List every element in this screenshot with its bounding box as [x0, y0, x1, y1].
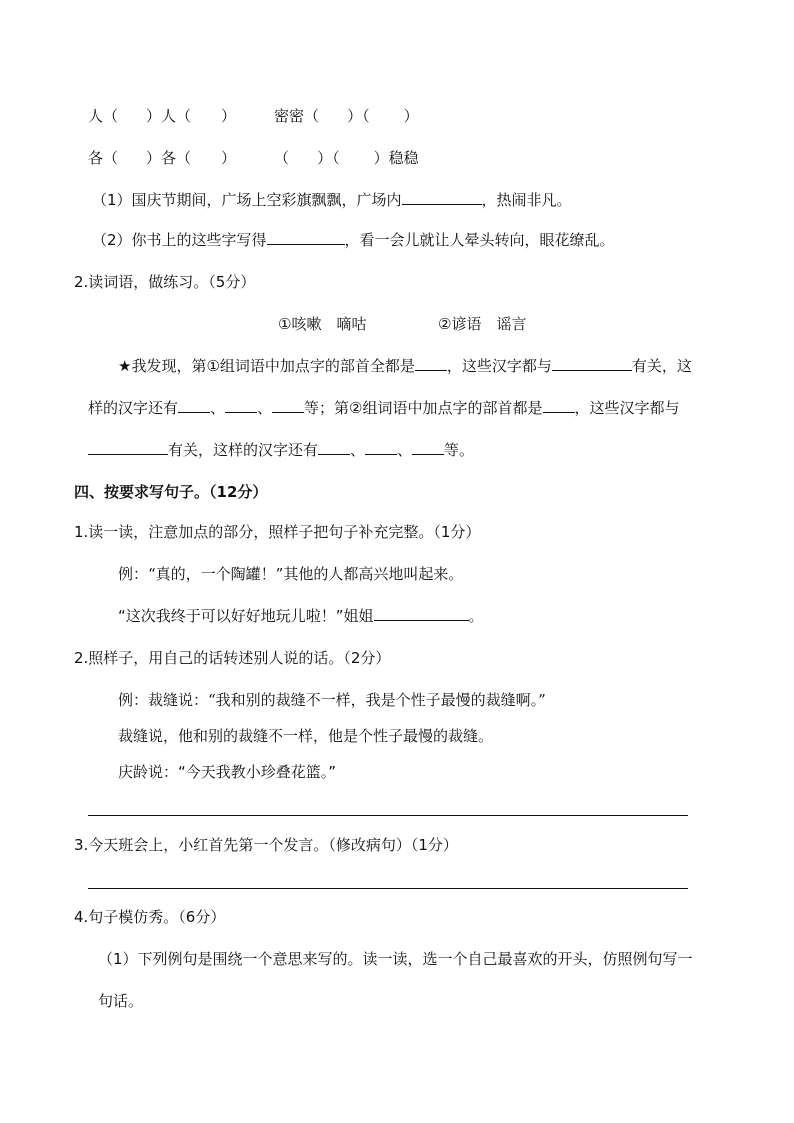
section-4-title: 四、按要求写句子。（12分） [74, 483, 268, 501]
sentence-1 [92, 190, 572, 210]
bracket-item: ） [221, 149, 237, 167]
separator: 、 [397, 441, 413, 459]
s4-q4-sub-1: （1）下列例句是围绕一个意思来写的。读一读，选一个自己最喜欢的开头，仿照例句写一 [98, 950, 693, 968]
separator: 、 [350, 441, 366, 459]
answer-blank[interactable] [415, 356, 447, 371]
word-group-2: ②谚语 谣言 [438, 315, 527, 333]
bracket-item: ） [221, 107, 237, 125]
sentence-2-start: （2）你书上的这些字写得 [92, 231, 267, 249]
bracket-item: 各（ [88, 149, 119, 167]
answer-blank[interactable] [267, 230, 345, 245]
answer-blank[interactable] [225, 398, 257, 413]
s4-question-4-title: 4.句子模仿秀。（6分） [74, 908, 226, 926]
question-2-title: 2.读词语，做练习。（5分） [74, 273, 256, 291]
s4-q2-task: 庆龄说：“今天我教小珍叠花篮。” [118, 763, 337, 781]
answer-line[interactable] [88, 815, 688, 816]
task-text: “这次我终于可以好好地玩儿啦！”姐姐 [118, 607, 374, 625]
s4-q2-example-1: 例：裁缝说：“我和别的裁缝不一样，我是个性子最慢的裁缝啊。” [118, 691, 546, 709]
answer-blank[interactable] [374, 606, 469, 621]
s4-q4-sub-1-cont: 句话。 [98, 992, 144, 1010]
bracket-item: （ [274, 149, 290, 167]
bracket-item: 人（ [88, 107, 119, 125]
word-group-1: ①咳嗽 嘀咕 [278, 315, 367, 333]
discovery-line-2 [88, 398, 680, 418]
s4-question-3-title: 3.今天班会上，小红首先第一个发言。（修改病句）（1分） [74, 836, 458, 854]
answer-blank[interactable] [412, 440, 444, 455]
discovery-text: ，这些汉字都与 [446, 357, 552, 375]
answer-line[interactable] [88, 888, 688, 889]
discovery-line-3 [88, 440, 474, 460]
sentence-1-start: （1）国庆节期间，广场上空彩旗飘飘，广场内 [92, 191, 402, 209]
s4-q1-example: 例：“真的，一个陶罐！”其他的人都高兴地叫起来。 [118, 565, 464, 583]
answer-blank[interactable] [318, 440, 350, 455]
bracket-item: ）（ [317, 149, 340, 167]
discovery-text: 等；第②组词语中加点字的部首都是 [304, 399, 543, 417]
answer-blank[interactable] [365, 440, 397, 455]
discovery-text: 有关，这 [631, 357, 692, 375]
discovery-text: ★我发现，第①组词语中加点字的部首全都是 [118, 357, 415, 375]
s4-q2-example-2: 裁缝说，他和别的裁缝不一样，他是个性子最慢的裁缝。 [118, 727, 494, 745]
answer-blank[interactable] [543, 398, 575, 413]
task-text: 。 [468, 607, 484, 625]
bracket-item: ）各（ [146, 149, 192, 167]
sentence-1-end: ，热闹非凡。 [481, 191, 572, 209]
answer-blank[interactable] [552, 356, 632, 371]
s4-question-2-title: 2.照样子，用自己的话转述别人说的话。（2分） [74, 649, 391, 667]
bracket-item: ） [403, 107, 419, 125]
bracket-row-1 [88, 106, 419, 126]
sentence-2-end: ，看一会儿就让人晕头转向，眼花缭乱。 [344, 231, 615, 249]
separator: 、 [210, 399, 226, 417]
answer-blank[interactable] [272, 398, 304, 413]
discovery-text: ，这些汉字都与 [574, 399, 680, 417]
discovery-line-1 [118, 356, 692, 376]
discovery-text: 等。 [444, 441, 475, 459]
bracket-item: ）（ [347, 107, 370, 125]
bracket-item: ）人（ [146, 107, 192, 125]
bracket-row-2 [88, 148, 419, 168]
answer-blank[interactable] [402, 190, 482, 205]
discovery-text: 样的汉字还有 [88, 399, 179, 417]
sentence-2 [92, 230, 615, 250]
bracket-item: ）稳稳 [373, 149, 419, 167]
s4-question-1-title: 1.读一读，注意加点的部分，照样子把句子补充完整。（1分） [74, 523, 481, 541]
separator: 、 [257, 399, 273, 417]
discovery-text: 有关，这样的汉字还有 [168, 441, 319, 459]
answer-blank[interactable] [88, 440, 168, 455]
s4-q1-task [118, 606, 484, 626]
bracket-item: 密密（ [274, 107, 320, 125]
answer-blank[interactable] [178, 398, 210, 413]
